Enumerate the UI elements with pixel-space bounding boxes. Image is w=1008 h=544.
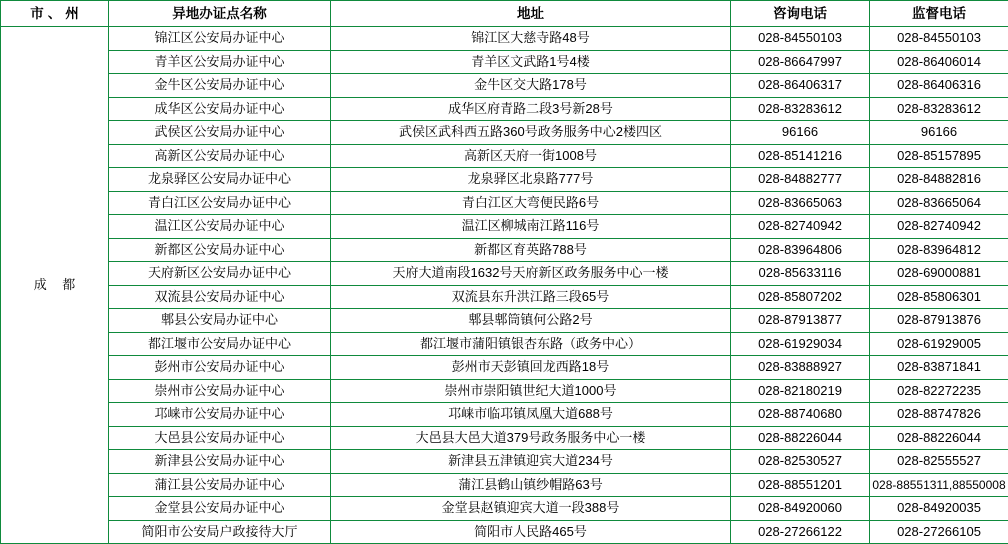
inquiry-phone-cell: 028-85633116 [731,262,870,286]
office-address-cell: 简阳市人民路465号 [331,520,731,544]
office-name-cell: 温江区公安局办证中心 [109,215,331,239]
office-name-cell: 成华区公安局办证中心 [109,97,331,121]
table-row [1,497,1008,521]
office-name-cell: 青白江区公安局办证中心 [109,191,331,215]
table-header [1,1,1008,27]
table-header-row [1,1,1008,27]
supervise-phone-cell: 028-83283612 [870,97,1008,121]
supervise-phone-cell: 028-84550103 [870,27,1008,51]
table-row [1,74,1008,98]
supervise-phone-cell: 028-82740942 [870,215,1008,239]
office-name-cell: 锦江区公安局办证中心 [109,27,331,51]
office-address-cell: 温江区柳城南江路116号 [331,215,731,239]
inquiry-phone-cell: 028-82180219 [731,379,870,403]
inquiry-phone-cell: 028-88226044 [731,426,870,450]
supervise-phone-cell: 028-83665064 [870,191,1008,215]
supervise-phone-cell: 028-27266105 [870,520,1008,544]
office-name-cell: 新津县公安局办证中心 [109,450,331,474]
office-address-cell: 双流县东升洪江路三段65号 [331,285,731,309]
table-row [1,379,1008,403]
table-row [1,238,1008,262]
office-address-cell: 郫县郫筒镇何公路2号 [331,309,731,333]
inquiry-phone-cell: 028-82530527 [731,450,870,474]
office-name-cell: 武侯区公安局办证中心 [109,121,331,145]
office-name-cell: 金堂县公安局办证中心 [109,497,331,521]
office-name-cell: 大邑县公安局办证中心 [109,426,331,450]
table-row [1,144,1008,168]
supervise-phone-cell: 028-86406014 [870,50,1008,74]
office-address-cell: 龙泉驿区北泉路777号 [331,168,731,192]
inquiry-phone-cell: 028-82740942 [731,215,870,239]
table-row [1,121,1008,145]
inquiry-phone-cell: 96166 [731,121,870,145]
table-row [1,473,1008,497]
inquiry-phone-cell: 028-83283612 [731,97,870,121]
office-name-cell: 青羊区公安局办证中心 [109,50,331,74]
region-cell: 成 都 [1,27,109,544]
office-address-cell: 彭州市天彭镇回龙西路18号 [331,356,731,380]
office-address-cell: 成华区府青路二段3号新28号 [331,97,731,121]
table-row [1,27,1008,51]
supervise-phone-cell: 028-88747826 [870,403,1008,427]
inquiry-phone-cell: 028-83888927 [731,356,870,380]
inquiry-phone-cell: 028-84882777 [731,168,870,192]
office-address-cell: 崇州市崇阳镇世纪大道1000号 [331,379,731,403]
supervise-phone-cell: 028-83964812 [870,238,1008,262]
office-name-cell: 郫县公安局办证中心 [109,309,331,333]
supervise-phone-cell: 028-69000881 [870,262,1008,286]
supervise-phone-cell: 028-88551311,88550008 [870,473,1008,497]
supervise-phone-cell: 028-82555527 [870,450,1008,474]
office-name-cell: 蒲江县公安局办证中心 [109,473,331,497]
office-address-cell: 金牛区交大路178号 [331,74,731,98]
office-address-cell: 新津县五津镇迎宾大道234号 [331,450,731,474]
column-header-region: 市、州 [1,1,109,27]
supervise-phone-cell: 028-83871841 [870,356,1008,380]
table-row [1,332,1008,356]
office-address-cell: 都江堰市蒲阳镇银杏东路（政务中心） [331,332,731,356]
office-address-cell: 青羊区文武路1号4楼 [331,50,731,74]
inquiry-phone-cell: 028-87913877 [731,309,870,333]
table-body [1,27,1008,544]
office-name-cell: 都江堰市公安局办证中心 [109,332,331,356]
inquiry-phone-cell: 028-84550103 [731,27,870,51]
office-address-cell: 大邑县大邑大道379号政务服务中心一楼 [331,426,731,450]
supervise-phone-cell: 96166 [870,121,1008,145]
column-header-name: 异地办证点名称 [109,1,331,27]
inquiry-phone-cell: 028-83665063 [731,191,870,215]
inquiry-phone-cell: 028-88551201 [731,473,870,497]
supervise-phone-cell: 028-85806301 [870,285,1008,309]
table-row [1,450,1008,474]
office-address-cell: 锦江区大慈寺路48号 [331,27,731,51]
supervise-phone-cell: 028-86406316 [870,74,1008,98]
inquiry-phone-cell: 028-83964806 [731,238,870,262]
office-address-cell: 青白江区大弯便民路6号 [331,191,731,215]
inquiry-phone-cell: 028-61929034 [731,332,870,356]
inquiry-phone-cell: 028-85141216 [731,144,870,168]
supervise-phone-cell: 028-84920035 [870,497,1008,521]
table-row [1,285,1008,309]
column-header-address: 地址 [331,1,731,27]
column-header-inquiry-phone: 咨询电话 [731,1,870,27]
table-row [1,520,1008,544]
inquiry-phone-cell: 028-85807202 [731,285,870,309]
supervise-phone-cell: 028-87913876 [870,309,1008,333]
office-address-cell: 金堂县赵镇迎宾大道一段388号 [331,497,731,521]
office-address-cell: 蒲江县鹤山镇纱帽路63号 [331,473,731,497]
table-row [1,426,1008,450]
supervise-phone-cell: 028-82272235 [870,379,1008,403]
office-name-cell: 崇州市公安局办证中心 [109,379,331,403]
office-name-cell: 简阳市公安局户政接待大厅 [109,520,331,544]
table-row [1,215,1008,239]
office-name-cell: 彭州市公安局办证中心 [109,356,331,380]
supervise-phone-cell: 028-88226044 [870,426,1008,450]
office-address-cell: 新都区育英路788号 [331,238,731,262]
table-row [1,50,1008,74]
office-name-cell: 金牛区公安局办证中心 [109,74,331,98]
supervise-phone-cell: 028-84882816 [870,168,1008,192]
office-name-cell: 龙泉驿区公安局办证中心 [109,168,331,192]
office-address-cell: 高新区天府一街1008号 [331,144,731,168]
inquiry-phone-cell: 028-86647997 [731,50,870,74]
office-address-cell: 天府大道南段1632号天府新区政务服务中心一楼 [331,262,731,286]
supervise-phone-cell: 028-85157895 [870,144,1008,168]
inquiry-phone-cell: 028-86406317 [731,74,870,98]
table-row [1,262,1008,286]
office-address-cell: 武侯区武科西五路360号政务服务中心2楼四区 [331,121,731,145]
table-row [1,356,1008,380]
table-row [1,97,1008,121]
office-name-cell: 新都区公安局办证中心 [109,238,331,262]
table-row [1,403,1008,427]
column-header-supervise-phone: 监督电话 [870,1,1008,27]
table-row [1,168,1008,192]
office-name-cell: 双流县公安局办证中心 [109,285,331,309]
table-row [1,309,1008,333]
office-name-cell: 邛崃市公安局办证中心 [109,403,331,427]
office-name-cell: 天府新区公安局办证中心 [109,262,331,286]
supervise-phone-cell: 028-61929005 [870,332,1008,356]
inquiry-phone-cell: 028-88740680 [731,403,870,427]
table-row [1,191,1008,215]
office-address-cell: 邛崃市临邛镇凤凰大道688号 [331,403,731,427]
inquiry-phone-cell: 028-84920060 [731,497,870,521]
inquiry-phone-cell: 028-27266122 [731,520,870,544]
office-name-cell: 高新区公安局办证中心 [109,144,331,168]
